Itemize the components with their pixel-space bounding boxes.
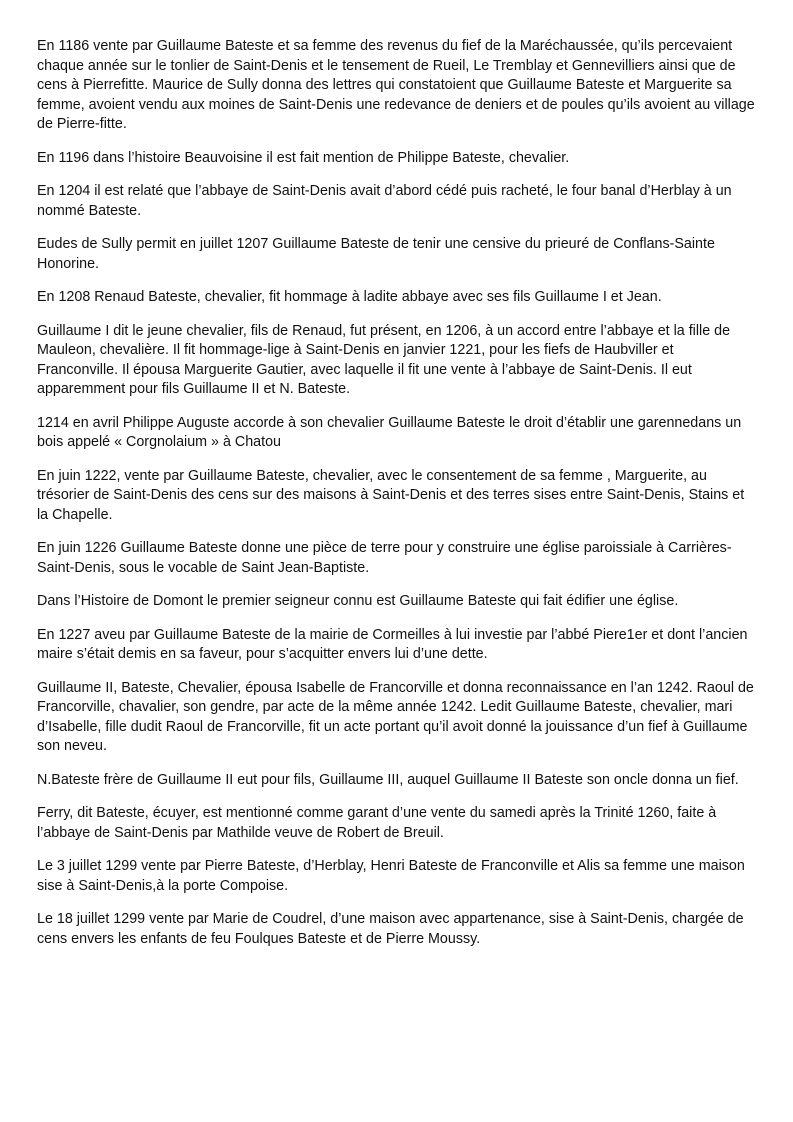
paragraph-3-juillet-1299: Le 3 juillet 1299 vente par Pierre Bateste, d’Herblay, Henri Bateste de Franconville et Alis sa femme une maison sise à Saint-Denis,à la porte Compoise. [37, 858, 745, 894]
paragraph-guillaume-i: Guillaume I dit le jeune chevalier, fils de Renaud, fut présent, en 1206, à un accord entre l’abbaye et la fille de Mauleon, chevalière. Il fit hommage-lige à Saint-Denis en janvier 1221, pour les fiefs de Haubviller et Franconville. Il épousa Marguerite Gautier, avec laquelle il fit une vente à l’abbaye de Saint-Denis. Il eut apparemment pour fils Guillaume II et N. Bateste. [37, 322, 731, 397]
paragraph-ferry: Ferry, dit Bateste, écuyer, est mentionné comme garant d’une vente du samedi après la Trinité 1260, faite à l’abbaye de Saint-Denis par Mathilde veuve de Robert de Breuil. [37, 805, 717, 841]
paragraph-1204-four-banal: En 1204 il est relaté que l’abbaye de Saint-Denis avait d’abord cédé puis racheté, le four banal d’Herblay à un nommé Bateste. [37, 183, 732, 219]
paragraph-1227-aveu: En 1227 aveu par Guillaume Bateste de la mairie de Cormeilles à lui investie par l’abbé Piere1er et dont l’ancien maire s’était demis en sa faveur, pour s’acquitter envers lui d’une dette. [37, 626, 748, 662]
paragraph-1207-censive: Eudes de Sully permit en juillet 1207 Guillaume Bateste de tenir une censive du prieuré de Conflans-Sainte Honorine. [37, 236, 715, 272]
paragraph-1214-garenne: 1214 en avril Philippe Auguste accorde à son chevalier Guillaume Bateste le droit d’établir une garennedans un bois appelé « Corgnolaium » à Chatou [37, 414, 742, 450]
paragraph-18-juillet-1299: Le 18 juillet 1299 vente par Marie de Coudrel, d’une maison avec appartenance, sise à Saint-Denis, chargée de cens envers les enfants de feu Foulques Bateste et de Pierre Moussy. [37, 911, 744, 947]
paragraph-1226-eglise: En juin 1226 Guillaume Bateste donne une pièce de terre pour y construire une église paroissiale à Carrières-Saint-Denis, sous le vocable de Saint Jean-Baptiste. [37, 540, 732, 576]
paragraph-domont: Dans l’Histoire de Domont le premier seigneur connu est Guillaume Bateste qui fait édifier une église. [37, 593, 679, 609]
paragraph-1186-vente: En 1186 vente par Guillaume Bateste et sa femme des revenus du fief de la Maréchaussée, qu’ils percevaient chaque année sur le tonlier de Saint-Denis et le tensement de Rueil, Le Tremblay et Gennevilliers ainsi que de cens à Pierrefitte. Maurice de Sully donna des lettres qui constatoient que Guillaume Bateste et Marguerite sa femme, avoient vendu aux moines de Saint-Denis une redevance de deniers et de poules qu’ils avoient au village de Pierre-fitte. [37, 38, 755, 132]
paragraph-n-bateste: N.Bateste frère de Guillaume II eut pour fils, Guillaume III, auquel Guillaume II Bateste son oncle donna un fief. [37, 771, 739, 788]
paragraph-1196-philippe: En 1196 dans l’histoire Beauvoisine il est fait mention de Philippe Bateste, chevalier. [37, 149, 570, 166]
paragraph-guillaume-ii: Guillaume II, Bateste, Chevalier, épousa Isabelle de Francorville et donna reconnaissance en l’an 1242. Raoul de Francorville, chavalier, son gendre, par acte de la même année 1242. Ledit Guillaume Bateste, chevalier, mari d’Isabelle, fille dudit Raoul de Francorville, fit un acte portant qu’il avoit donné la jouissance d’un fief à Guillaume son neveu. [37, 679, 754, 754]
paragraph-1222-vente: En juin 1222, vente par Guillaume Bateste, chevalier, avec le consentement de sa femme , Marguerite, au trésorier de Saint-Denis des cens sur des maisons à Saint-Denis et des terres sises entre Saint-Denis, Stains et la Chapelle. [37, 467, 745, 523]
paragraph-1208-renaud: En 1208 Renaud Bateste, chevalier, fit hommage à ladite abbaye avec ses fils Guillaume I et Jean. [37, 289, 662, 305]
